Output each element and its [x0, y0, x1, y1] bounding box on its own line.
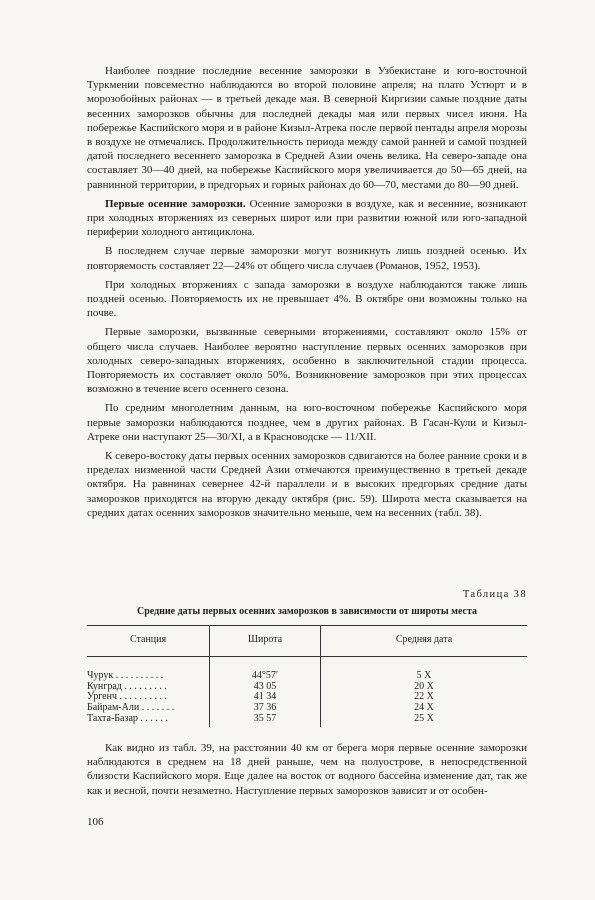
paragraph-caspian-coast: По средним многолетним данным, на юго-восточном побережье Каспийского моря первые заморозки наблюдаются позднее, чем в других районах. В Гасан-Кули и Кизыл-Атреке они наступают 25—30/XI, а в Красноводске — 11/XII. — [87, 402, 527, 443]
table-row — [87, 656, 527, 681]
paragraph-late-autumn: В последнем случае первые заморозки могут возникнуть лишь поздней осенью. Их повторяемость составляет 22—24% от общего числа случаев (Романов, 1952, 1953). — [87, 245, 527, 272]
cell-station: Байрам-Али . . . . . . . — [87, 702, 175, 714]
section-heading-autumn-frosts: Первые осенние заморозки. — [105, 197, 246, 210]
main-text-bottom — [87, 741, 527, 798]
paragraph-spring-frosts: Наиболее поздние последние весенние заморозки в Узбекистане и юго-восточной Туркмении повсеместно наблюдаются во второй половине апреля; на плато Устюрт и в морозобойных районах — в третьей декаде мая. В северной Киргизии самые поздние даты весенних заморозков обычны для последней декады мая или первых чисел июня. На побережье Каспийского моря и в районе Кизыл-Атрека после первой пентады апреля морозы в воздухе не отмечались. Продолжительность периода между самой ранней и самой поздней датой последнего весеннего заморозка в Средней Азии очень велика. На северо-западе она составляет 30—40 дней, на побережье Каспийского моря увеличивается до 50—65 дней, на равнинной территории, в предгорьях и горных районах до 60—70, местами до 80—90 дней. — [87, 65, 527, 191]
header-latitude: Широта — [210, 626, 321, 657]
cell-latitude: 44°57′ — [210, 656, 321, 681]
paragraph-west-invasions: При холодных вторжениях с запада заморозки в воздухе наблюдаются также лишь поздней осенью. Повторяемость их не превышает 4%. В октябре они возможны только на почве. — [87, 278, 527, 320]
paragraph-north-invasions: Первые заморозки, вызванные северными вторжениями, составляют около 15% от общего числа случаев. Наиболее вероятно наступление первых осенних заморозков при холодных северо-западных вторжениях, особенно в заключительной стадии процесса. Повторяемость их составляет около 50%. Возникновение заморозков при этих процессах возможно в течение всего осеннего сезона. — [87, 326, 527, 396]
table-caption: Таблица 38 — [462, 589, 527, 600]
cell-date: 5 X — [321, 656, 528, 681]
autumn-intro-text: Осенние заморозки в воздухе, как и весенние, возникают при холодных вторжениях из северных широт или при развитии южной или юго-западной периферии холодного антициклона. — [87, 197, 527, 239]
table-header-row — [87, 626, 527, 657]
table-title: Средние даты первых осенних заморозков в зависимости от широты места — [137, 606, 477, 617]
cell-latitude: 37 36 — [210, 703, 321, 714]
cell-date: 22 X — [321, 692, 528, 703]
cell-date: 25 X — [321, 714, 528, 727]
paragraph-table-39: Как видно из табл. 39, на расстоянии 40 км от берега моря первые осенние заморозки наблюдаются в среднем на 18 дней раньше, чем на полуострове, в непосредственной близости Каспийского моря. Еще далее на восток от водного бассейна изменение дат, так же как и весной, почти незаметно. Наступление первых заморозков зависит и от особен- — [87, 742, 527, 797]
main-text-top — [87, 64, 527, 520]
cell-latitude: 35 57 — [210, 714, 321, 727]
page-number: 106 — [87, 816, 104, 828]
cell-latitude: 41 34 — [210, 692, 321, 703]
cell-date: 20 X — [321, 682, 528, 693]
cell-station: Ургенч . . . . . . . . . . — [87, 691, 167, 703]
table-row — [87, 714, 527, 727]
cell-station: Чурук . . . . . . . . . . — [87, 669, 164, 681]
cell-date: 24 X — [321, 703, 528, 714]
paragraph-autumn-intro — [87, 197, 527, 240]
cell-station: Тахта-Базар . . . . . . — [87, 712, 168, 724]
header-average-date: Средняя дата — [321, 626, 528, 657]
frost-dates-table — [87, 625, 527, 727]
header-station: Станция — [87, 626, 210, 657]
cell-latitude: 43 05 — [210, 682, 321, 693]
paragraph-northeast-shift: К северо-востоку даты первых осенних заморозков сдвигаются на более ранние сроки и в пределах низменной части Средней Азии отмечаются преимущественно в третьей декаде октября. На равнинах севернее 42-й параллели и в высоких предгорьях средние даты заморозков приходятся на вторую декаду октября (рис. 59). Широта места сказывается на средних датах осенних заморозков значительно меньше, чем на весенних (табл. 38). — [87, 450, 527, 519]
cell-station: Кунград . . . . . . . . . — [87, 680, 167, 692]
